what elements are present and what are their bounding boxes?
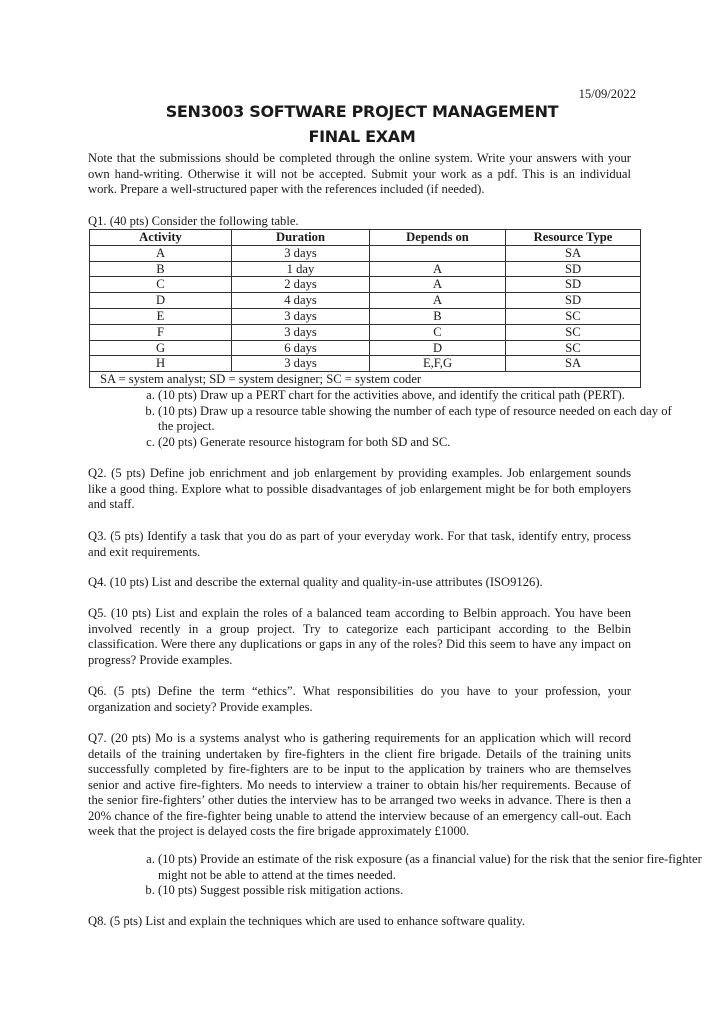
table-cell: B xyxy=(370,308,506,324)
table-cell: A xyxy=(370,277,506,293)
q1-part-a: a. (10 pts) Draw up a PERT chart for the activities above, and identify the critical path (PERT). xyxy=(158,388,718,404)
col-duration: Duration xyxy=(232,230,370,246)
col-activity: Activity xyxy=(90,230,232,246)
table-cell: SD xyxy=(506,293,641,309)
table-row xyxy=(90,293,641,309)
table-cell: 3 days xyxy=(232,308,370,324)
table-cell: 3 days xyxy=(232,324,370,340)
table-cell: 6 days xyxy=(232,340,370,356)
table-cell: 1 day xyxy=(232,261,370,277)
table-cell: E,F,G xyxy=(370,356,506,372)
intro-paragraph: Note that the submissions should be completed through the online system. Write your answers with your own hand-writing. Otherwise it will not be accepted. Submit your work as a pdf. This is an individual work. Prepare a well-structured paper with the references included (if needed). xyxy=(88,151,631,196)
q1-text: Q1. (40 pts) Consider the following table. xyxy=(88,214,299,228)
q7-part-b: b. (10 pts) Suggest possible risk mitigation actions. xyxy=(158,883,706,899)
table-cell: C xyxy=(370,324,506,340)
table-cell: SC xyxy=(506,308,641,324)
q5-text: Q5. (10 pts) List and explain the roles of a balanced team according to Belbin approach. You have been involved recently in a group project. Try to categorize each participant according to the Belbin classification. Were there any duplications or gaps in any of the roles? Did this seem to have any impact on progress? Provide examples. xyxy=(88,606,631,667)
table-row xyxy=(90,261,641,277)
table-cell: SA xyxy=(506,356,641,372)
table-cell: SD xyxy=(506,261,641,277)
table-row xyxy=(90,340,641,356)
col-resource-type: Resource Type xyxy=(506,230,641,246)
q8-text: Q8. (5 pts) List and explain the techniques which are used to enhance software quality. xyxy=(88,914,526,928)
q2-text: Q2. (5 pts) Define job enrichment and job enlargement by providing examples. Job enlargement sounds like a good thing. Explore what to possible disadvantages of job enlargement might be for both employers and staff. xyxy=(88,466,631,511)
q1-part-c: c. (20 pts) Generate resource histogram for both SD and SC. xyxy=(158,435,718,451)
table-cell: A xyxy=(90,245,232,261)
q7-text: Q7. (20 pts) Mo is a systems analyst who is gathering requirements for an application which will record details of the training undertaken by fire-fighters in the client fire brigade. Details of the training units successfully completed by fire-fighters are to be input to the application by trainers who are themselves senior and active fire-fighters. Mo needs to interview a trainer to obtain his/her requirements. Because of the senior fire-fighters’ other duties the interview has to be arranged two weeks in advance. There is then a 20% chance of the fire-fighter being unable to attend the interview because of an emergency call-out. Each week that the project is delayed costs the fire brigade approximately £1000. xyxy=(88,731,631,838)
table-row xyxy=(90,245,641,261)
table-cell: A xyxy=(370,293,506,309)
table-cell: SC xyxy=(506,340,641,356)
table-cell: SC xyxy=(506,324,641,340)
table-cell: 3 days xyxy=(232,356,370,372)
resource-legend: SA = system analyst; SD = system designer; SC = system coder xyxy=(90,372,641,388)
table-cell: 4 days xyxy=(232,293,370,309)
table-cell: SA xyxy=(506,245,641,261)
table-cell: D xyxy=(370,340,506,356)
activity-table xyxy=(89,229,641,388)
table-cell: F xyxy=(90,324,232,340)
col-depends-on: Depends on xyxy=(370,230,506,246)
q1-parts xyxy=(88,388,718,450)
table-header-row xyxy=(90,230,641,246)
exam-date: 15/09/2022 xyxy=(578,87,636,101)
q4-text: Q4. (10 pts) List and describe the external quality and quality-in-use attributes (ISO9126). xyxy=(88,575,543,589)
table-cell: C xyxy=(90,277,232,293)
table-row xyxy=(90,324,641,340)
table-cell: E xyxy=(90,308,232,324)
q6-text: Q6. (5 pts) Define the term “ethics”. What responsibilities do you have to your profession, your organization and society? Provide examples. xyxy=(88,684,631,714)
q3-text: Q3. (5 pts) Identify a task that you do as part of your everyday work. For that task, identify entry, process and exit requirements. xyxy=(88,529,631,559)
table-row xyxy=(90,356,641,372)
table-cell: 2 days xyxy=(232,277,370,293)
q7-parts xyxy=(88,852,706,899)
table-cell xyxy=(370,245,506,261)
table-cell: A xyxy=(370,261,506,277)
table-row xyxy=(90,277,641,293)
exam-subtitle: FINAL EXAM xyxy=(308,127,416,146)
q7-part-a: a. (10 pts) Provide an estimate of the risk exposure (as a financial value) for the risk that the senior fire-fighter might not be able to attend at the times needed. xyxy=(158,852,706,883)
table-cell: G xyxy=(90,340,232,356)
exam-title: SEN3003 SOFTWARE PROJECT MANAGEMENT xyxy=(165,102,559,121)
table-cell: 3 days xyxy=(232,245,370,261)
q1-part-b: b. (10 pts) Draw up a resource table showing the number of each type of resource needed on each day of the project. xyxy=(158,404,718,435)
table-cell: B xyxy=(90,261,232,277)
table-cell: SD xyxy=(506,277,641,293)
table-cell: D xyxy=(90,293,232,309)
table-cell: H xyxy=(90,356,232,372)
table-row xyxy=(90,308,641,324)
